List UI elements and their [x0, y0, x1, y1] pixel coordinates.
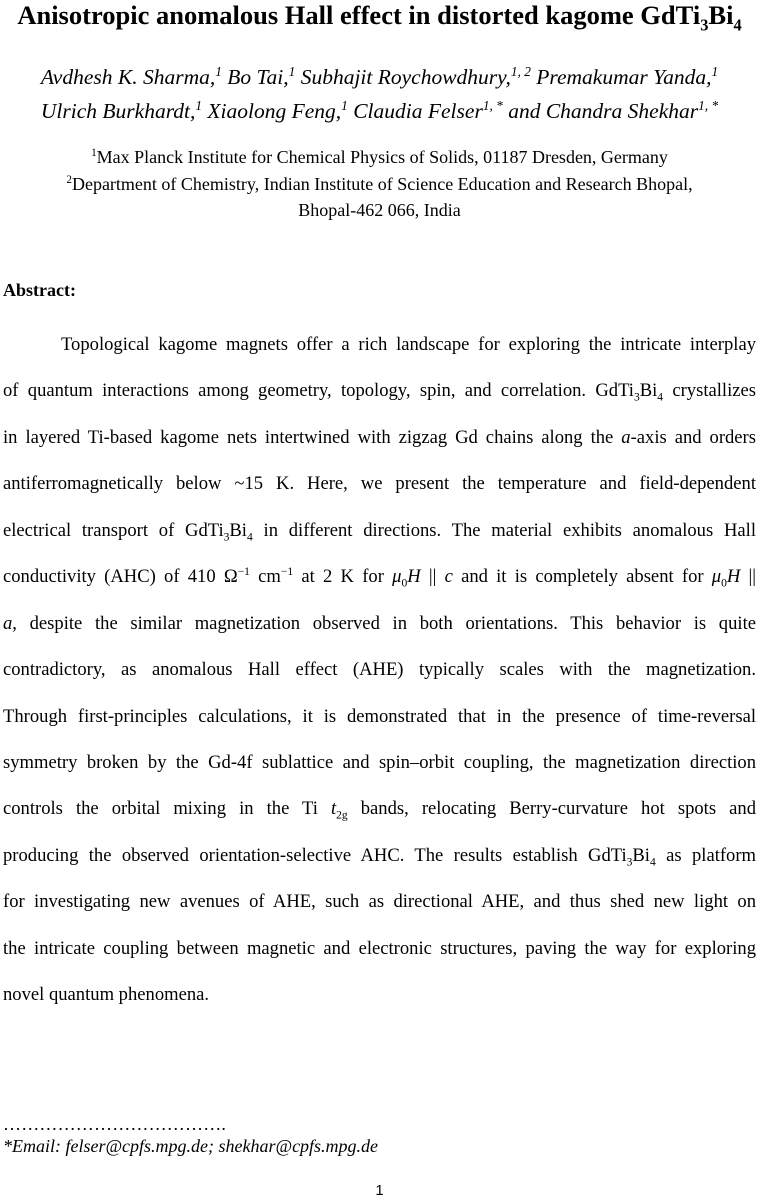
author-line	[0, 94, 759, 128]
text-segment: Bi	[632, 844, 650, 866]
text-segment: Bhopal-462 066, India	[298, 200, 461, 220]
superscript: 1	[341, 97, 348, 113]
superscript: 1	[215, 63, 222, 79]
text-segment: antiferromagnetically below ~15 K. Here, we present the temperature and field-dependent	[3, 473, 756, 495]
text-segment: in layered Ti-based kagome nets intertwined with zigzag Gd chains along the	[3, 426, 622, 448]
text-segment: H	[726, 566, 741, 588]
superscript: 1	[195, 97, 203, 113]
text-segment: Anisotropic anomalous Hall effect in distorted kagome GdTi	[17, 0, 701, 30]
abstract-heading: Abstract:	[3, 280, 76, 300]
footnote-separator: ……………………………….	[3, 1114, 227, 1134]
subscript: 4	[733, 15, 742, 35]
text-segment: Avdhesh K. Sharma,	[40, 65, 216, 89]
corresponding-email: *Email: felser@cpfs.mpg.de; shekhar@cpfs.mpg.de	[3, 1136, 379, 1156]
text-segment: cm	[249, 566, 281, 588]
superscript: 1, 2	[510, 63, 531, 79]
abstract-line	[3, 422, 756, 468]
subscript: 4	[246, 531, 253, 544]
text-segment: Premakumar Yanda,	[530, 65, 712, 89]
subscript: 4	[649, 856, 656, 869]
superscript: 1, *	[698, 97, 719, 113]
subscript: 3	[223, 531, 230, 544]
superscript: 2	[66, 173, 72, 186]
text-segment: Department of Chemistry, Indian Institute of Science Education and Research Bhopal,	[71, 173, 693, 194]
text-segment: H	[407, 566, 421, 588]
abstract-line	[3, 329, 756, 375]
text-segment: c	[444, 566, 453, 588]
subscript: 2g	[336, 810, 348, 823]
superscript: 1	[711, 63, 719, 79]
affiliations	[0, 144, 759, 224]
abstract-line	[3, 701, 756, 747]
text-segment: for investigating new avenues of AHE, such as directional AHE, and thus shed new light on	[3, 891, 756, 913]
text-segment: conductivity (AHC) of 410 Ω	[3, 566, 238, 588]
abstract-line	[3, 793, 756, 839]
abstract-line	[3, 375, 756, 421]
text-segment: -axis and orders	[630, 426, 756, 448]
text-segment: controls the orbital mixing in the Ti	[3, 798, 331, 820]
text-segment: and Chandra Shekhar	[502, 99, 699, 123]
abstract-line	[3, 840, 756, 886]
text-segment: symmetry broken by the Gd-4f sublattice and spin–orbit coupling, the magnetization direction	[3, 751, 756, 773]
affiliation-line	[0, 197, 759, 224]
text-segment: , despite the similar magnetization observed in both orientations. This behavior is quite	[12, 612, 756, 634]
text-segment: Xiaolong Feng,	[202, 99, 342, 123]
text-segment: μ	[392, 566, 402, 588]
text-segment: Max Planck Institute for Chemical Physics of Solids, 01187 Dresden, Germany	[96, 147, 668, 167]
subscript: 0	[721, 577, 727, 590]
abstract-line	[3, 747, 756, 793]
text-segment: Bi	[639, 380, 658, 402]
text-segment: Bo Tai,	[221, 65, 289, 89]
text-segment: a	[3, 612, 13, 634]
text-segment: a	[621, 426, 631, 448]
author-list	[0, 60, 759, 128]
abstract-line	[3, 468, 756, 514]
text-segment: Through first-principles calculations, it is demonstrated that in the presence of time-reversal	[3, 705, 756, 727]
text-segment: bands, relocating Berry-curvature hot spots and	[347, 798, 756, 820]
subscript: 3	[633, 392, 640, 405]
text-segment: Topological kagome magnets offer a rich landscape for exploring the intricate interplay	[61, 334, 756, 355]
superscript: 1	[288, 63, 296, 79]
abstract-line	[3, 886, 756, 932]
superscript: 1, *	[482, 97, 503, 113]
text-segment: t	[331, 798, 337, 820]
subscript: 3	[700, 15, 709, 35]
text-segment: novel quantum phenomena.	[3, 984, 210, 1006]
author-line	[0, 60, 759, 94]
text-segment: and it is completely absent for	[452, 566, 712, 588]
superscript: 1	[91, 147, 97, 159]
page-number: 1	[375, 1182, 384, 1199]
text-segment: in different directions. The material exhibits anomalous Hall	[252, 519, 756, 541]
abstract-line	[3, 608, 756, 654]
paper-title	[0, 0, 759, 35]
text-segment: ||	[740, 566, 756, 588]
abstract-line	[3, 654, 756, 700]
text-segment: Bi	[708, 0, 734, 30]
text-segment: contradictory, as anomalous Hall effect (AHE) typically scales with the magnetization.	[3, 659, 756, 681]
text-segment: the intricate coupling between magnetic and electronic structures, paving the way for exploring	[3, 937, 756, 959]
subscript: 0	[401, 577, 408, 590]
text-segment: Claudia Felser	[347, 99, 483, 123]
superscript: −1	[280, 566, 294, 578]
text-segment: Subhajit Roychowdhury,	[295, 65, 511, 89]
text-segment: Bi	[229, 519, 247, 541]
affiliation-line	[0, 144, 759, 171]
text-segment: crystallizes	[663, 380, 756, 402]
text-segment: Ulrich Burkhardt,	[40, 99, 196, 123]
text-segment: producing the observed orientation-selective AHC. The results establish GdTi	[3, 844, 627, 866]
text-segment: μ	[711, 566, 722, 588]
affiliation-line	[0, 171, 759, 198]
text-segment: electrical transport of GdTi	[3, 519, 224, 541]
text-segment: as platform	[655, 844, 757, 866]
abstract-line	[3, 561, 756, 607]
abstract-line	[3, 979, 756, 1025]
abstract-body	[3, 329, 756, 1026]
subscript: 3	[626, 856, 633, 869]
text-segment: ||	[420, 566, 445, 588]
subscript: 4	[657, 392, 664, 405]
abstract-line	[3, 933, 756, 979]
superscript: −1	[237, 566, 250, 578]
abstract-line	[3, 515, 756, 561]
text-segment: of quantum interactions among geometry, topology, spin, and correlation. GdTi	[3, 380, 634, 402]
text-segment: at 2 K for	[293, 566, 393, 588]
